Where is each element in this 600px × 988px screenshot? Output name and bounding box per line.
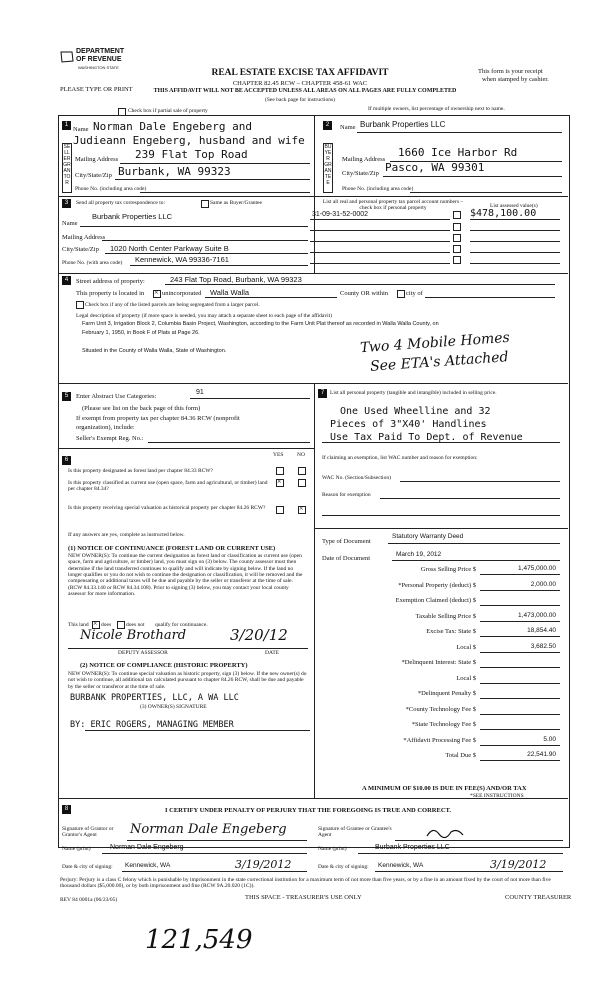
section-4-number: 4 (62, 276, 71, 285)
financial-value[interactable]: 22,541.90 (527, 751, 556, 758)
doc-date-value[interactable]: March 19, 2012 (396, 551, 442, 558)
assessed-value[interactable]: $478,100.00 (470, 208, 537, 219)
see-instructions: *SEE INSTRUCTIONS (470, 793, 524, 799)
located-in-label: This property is located in (76, 290, 145, 297)
street-label: Street address of property: (76, 278, 145, 285)
grantor-name-label: Name (print) (62, 846, 91, 852)
financial-value[interactable]: 5.00 (543, 735, 556, 743)
notice-1-title: (1) NOTICE OF CONTINUANCE (FOREST LAND OR CURRENT USE) (68, 545, 276, 552)
tax-name-label: Name (62, 220, 78, 227)
same-as-buyer-label: Same as Buyer/Grantee (210, 200, 262, 206)
financial-label: *State Technology Fee $ (411, 721, 476, 728)
legal-label: Legal description of property (if more space is needed, you may attach a separate sheet to each page of the affidavit) (76, 313, 332, 319)
financial-label: Taxable Selling Price $ (415, 612, 476, 620)
financial-label: *Affidavit Processing Fee $ (403, 736, 476, 744)
section-8-number: 8 (62, 805, 71, 814)
doc-type-label: Type of Document (322, 538, 371, 545)
does-label: does (101, 622, 112, 628)
financial-label: Exemption Claimed (deduct) $ (395, 597, 476, 604)
financial-label: *County Technology Fee $ (405, 705, 476, 713)
street-address[interactable]: 243 Flat Top Road, Burbank, WA 99323 (170, 275, 302, 284)
seller-city[interactable]: Burbank, WA 99323 (118, 165, 231, 178)
date-label: DATE (265, 650, 280, 656)
unincorporated-checkbox[interactable] (153, 290, 161, 298)
minimum-note: A MINIMUM OF $10.00 IS DUE IN FEE(S) AND/OR TAX (362, 785, 527, 792)
deputy-assessor-label: DEPUTY ASSESSOR (118, 650, 168, 656)
this-land-label: This land (68, 622, 89, 628)
abstract-value[interactable]: 91 (196, 389, 204, 396)
yes-header: YES (273, 452, 284, 458)
tax-name[interactable]: Burbank Properties LLC (92, 212, 173, 221)
treasurer-space: THIS SPACE - TREASURER'S USE ONLY (245, 894, 362, 901)
tax-city[interactable]: 1020 North Center Parkway Suite B (110, 244, 229, 253)
certify-statement: I CERTIFY UNDER PENALTY OF PERJURY THAT THE FOREGOING IS TRUE AND CORRECT. (165, 807, 452, 814)
buyer-mailing-label: Mailing Address (342, 156, 386, 163)
q2-no-checkbox[interactable] (298, 479, 306, 487)
financial-value[interactable]: 1,475,000.00 (518, 565, 556, 572)
financial-label: *Delinquent Interest: State $ (401, 659, 476, 666)
section-5-number: 5 (62, 392, 71, 401)
same-as-buyer-checkbox[interactable] (201, 200, 209, 208)
grantor-name[interactable]: Norman Dale Engeberg (110, 844, 184, 851)
grantor-signature-label: Signature of Grantor or Grantor's Agent (62, 826, 114, 839)
doc-type-value[interactable]: Statutory Warranty Deed (392, 533, 464, 540)
no-header: NO (297, 452, 305, 458)
buyer-city-label: City/State/Zip (342, 170, 379, 177)
seller-mailing[interactable]: 239 Flat Top Road (135, 148, 248, 161)
washington-map-icon (60, 50, 74, 64)
financial-value[interactable]: 2,000.00 (530, 580, 556, 588)
doc-date-label: Date of Document (322, 555, 371, 562)
answers-note: If any answers are yes, complete as instructed below. (68, 532, 185, 538)
assessed-header: List assessed value(s) (490, 203, 538, 209)
grantee-date[interactable]: 3/19/2012 (490, 858, 547, 871)
county-treasurer: COUNTY TREASURER (505, 894, 572, 901)
county-name[interactable]: Walla Walla (210, 288, 250, 297)
q2-yes-checkbox[interactable] (276, 479, 284, 487)
financial-value[interactable]: 18,854.40 (527, 627, 556, 634)
dept-logo (60, 48, 130, 76)
segregated-label: Check box if any of the listed parcels are being segregated from a larger parcel. (85, 302, 260, 308)
personal-property-line-2[interactable]: Pieces of 3"X40' Handlines (330, 419, 487, 430)
form-title: REAL ESTATE EXCISE TAX AFFIDAVIT (211, 68, 389, 78)
grantee-name-label: Name (print) (318, 846, 347, 852)
multiple-owners-note: If multiple owners, list percentage of ownership next to name. (368, 106, 505, 112)
buyer-city[interactable]: Pasco, WA 99301 (385, 161, 485, 174)
situated-line: Situated in the County of Walla Walla, State of Washington. (82, 348, 227, 354)
notice-1-body: NEW OWNER(S): To continue the current designation as forest land or classification as current use (open space, farm and agriculture, or timber) land, you must sign on (3) below. The county assessor must then determine if the land transferred continues to qualify and will indicate by signing below. If the land no longer qualifies or you do not wish to continue the designation or classification, it will be removed and the compensating or additional taxes will be due and payable by the seller or transferor at the time of sale. (RCW 84.33.140 or RCW 84.34.108). Prior to signing (3) below, you may contact your local county assessor for more information. (68, 553, 303, 597)
parcel-personal-checkbox-1[interactable] (453, 211, 461, 219)
question-1: Is this property designated as forest land per chapter 84.33 RCW? (68, 468, 213, 474)
section-2-number: 2 (323, 121, 332, 130)
partial-sale-label: Check box if partial sale of property (128, 108, 208, 114)
notice-2-body: NEW OWNER(S): To continue special valuation as historic property, sign (3) below. If the new owner(s) do not wish to continue, all additional tax calculated pursuant to chapter 84.26 RCW, shall be due and payable by the seller or transferor at the time of sale. (68, 671, 307, 690)
grantor-date-label: Date & city of signing: (62, 864, 113, 870)
financial-label: Total Due $ (445, 752, 476, 759)
q1-no-checkbox[interactable] (298, 467, 306, 475)
section-6-number: 6 (62, 456, 71, 465)
owner-signature-label: (3) OWNER(S) SIGNATURE (140, 704, 207, 710)
financial-label: Excise Tax: State $ (426, 628, 476, 635)
buyer-phone-label: Phone No. (including area code) (342, 186, 414, 192)
tax-corr-label: Send all property tax correspondence to: (76, 200, 166, 206)
financial-label: Local $ (456, 643, 476, 651)
reason-label: Reason for exemption (322, 492, 371, 498)
receipt-note-1: This form is your receipt (478, 68, 543, 75)
seller-name-label: Name (73, 126, 89, 133)
owner-typed-name: BURBANK PROPERTIES, LLC, A WA LLC (70, 693, 239, 703)
seller-city-label: City/State/Zip (75, 172, 112, 179)
section-1-number: 1 (62, 121, 71, 130)
personal-property-line-1[interactable]: One Used Wheelline and 32 (340, 406, 491, 417)
by-line: BY: ERIC ROGERS, MANAGING MEMBER (70, 720, 234, 730)
seller-name-2[interactable]: Judieann Engeberg, husband and wife (73, 134, 305, 147)
parcel-personal-checkbox-3[interactable] (453, 234, 461, 242)
abstract-see-list: (Please see list on the back page of this form) (82, 405, 201, 412)
financial-label: Local $ (456, 674, 476, 682)
personal-property-label: List all personal property (tangible and intangible) included in selling price. (330, 390, 497, 396)
exempt-line-1: If exempt from property tax per chapter 84.36 RCW (nonprofit (76, 415, 240, 422)
receipt-note-2: when stamped by cashier. (482, 76, 549, 83)
grantor-signature: Norman Dale Engeberg (130, 822, 287, 837)
grantee-signature-label: Signature of Grantee or Grantee's Agent (318, 826, 392, 839)
parcel-personal-checkbox-4[interactable] (453, 245, 461, 253)
county-within-label: County OR within (340, 290, 389, 297)
financial-label: *Delinquent Penalty $ (417, 690, 476, 697)
grantee-signature-scribble (425, 826, 465, 840)
q3-no-checkbox[interactable] (298, 506, 306, 514)
qualify-label: qualify for continuance. (155, 622, 208, 628)
buyer-name[interactable]: Burbank Properties LLC (360, 120, 446, 129)
see-back: (See back page for instructions) (265, 97, 335, 103)
city-of-checkbox[interactable] (397, 290, 405, 298)
wac-label: WAC No. (Section/Subsection) (322, 475, 391, 481)
buyer-name-label: Name (340, 124, 356, 131)
parcel-personal-checkbox-2[interactable] (453, 223, 461, 231)
grantor-city[interactable]: Kennewick, WA (125, 862, 171, 869)
section-7-number: 7 (318, 389, 327, 398)
q3-yes-checkbox[interactable] (276, 506, 284, 514)
financial-value[interactable]: 3,682.50 (530, 642, 556, 650)
seller-name[interactable]: Norman Dale Engeberg and (93, 120, 252, 133)
seller-phone-label: Phone No. (including area code) (75, 186, 147, 192)
parcel-personal-checkbox-5[interactable] (453, 256, 461, 264)
notice-2-title: (2) NOTICE OF COMPLIANCE (HISTORIC PROPERTY) (80, 662, 248, 669)
grantee-name[interactable]: Burbank Properties LLC (375, 844, 450, 851)
tax-mailing-label: Mailing Address (62, 234, 106, 241)
legal-line-2: February 1, 1950, in Book F of Plats at Page 26. (82, 330, 200, 336)
city-of-label: city of (406, 290, 423, 297)
dept-line3: WASHINGTON STATE (78, 65, 119, 70)
buyer-tag: BUYER GRANTEE (323, 143, 333, 193)
question-2: Is this property classified as current use (open space, farm and agricultural, or timber) land per chapter 84.34? (68, 480, 268, 493)
legal-line-1: Farm Unit 3, Irrigation Block 2, Columbia Basin Project, Washington, according to the Farm Unit Plat thereof as recorded in Walla Walla County, on (82, 321, 439, 327)
financial-value[interactable]: 1,473,000.00 (518, 611, 556, 619)
tax-city-label: City/State/Zip (62, 246, 99, 253)
assessor-date: 3/20/12 (230, 626, 288, 644)
handwritten-note-2: See ETA's Attached (369, 349, 509, 375)
grantee-date-label: Date & city of signing: (318, 864, 369, 870)
grantor-date[interactable]: 3/19/2012 (235, 858, 292, 871)
segregated-checkbox[interactable] (76, 301, 84, 309)
grantee-city[interactable]: Kennewick, WA (378, 862, 424, 869)
buyer-mailing[interactable]: 1660 Ice Harbor Rd (398, 146, 518, 159)
does-not-label: does not (126, 622, 145, 628)
tax-phone[interactable]: Kennewick, WA 99336-7161 (135, 255, 229, 264)
tax-phone-label: Phone No. (with area code) (62, 260, 123, 266)
personal-property-line-3[interactable]: Use Tax Paid To Dept. of Revenue (330, 432, 523, 443)
seller-mailing-label: Mailing Address (75, 156, 119, 163)
claiming-exemption-label: If claiming an exemption, list WAC number and reason for exemption: (322, 455, 478, 461)
rev-number: REV 84 0001a (06/23/05) (60, 897, 118, 903)
dept-line2: OF REVENUE (76, 56, 122, 63)
parcels-header: List all real and personal property tax parcel account numbers – check box if personal property (322, 199, 464, 212)
question-3: Is this property receiving special valuation as historical property per chapter 84.26 RCW? (68, 505, 266, 511)
financial-label: *Personal Property (deduct) $ (398, 581, 476, 589)
please-type: PLEASE TYPE OR PRINT (60, 86, 133, 93)
sellers-exempt-label: Seller's Exempt Reg. No.: (76, 435, 144, 442)
unincorporated-label: unincorporated (162, 290, 202, 297)
dept-line1: DEPARTMENT (76, 48, 125, 55)
handwritten-note-1: Two 4 Mobile Homes (359, 329, 511, 357)
assessor-signature: Nicole Brothard (80, 628, 187, 643)
form-chapter: CHAPTER 82.45 RCW – CHAPTER 458-61 WAC (232, 80, 368, 87)
q1-yes-checkbox[interactable] (276, 467, 284, 475)
parcel-number[interactable]: 31-09-31-52-0002 (312, 211, 369, 218)
perjury-statement: Perjury: Perjury is a class C felony which is punishable by imprisonment in the state correctional institution for a maximum term of not more than five years, or by a fine in an amount fixed by the court of not more than five thousand dollars ($5,000.00), or by both imprisonment and fine (RCW 9A.20.020 (1C)). (60, 877, 551, 890)
handwritten-number: 121,549 (145, 925, 253, 955)
financial-label: Gross Selling Price $ (420, 566, 476, 573)
abstract-label: Enter Abstract Use Categories: (76, 393, 157, 400)
seller-tag: SELLER GRANTOR (62, 143, 72, 193)
exempt-line-2: organization), include: (76, 424, 135, 431)
form-warning: THIS AFFIDAVIT WILL NOT BE ACCEPTED UNLESS ALL AREAS ON ALL PAGES ARE FULLY COMPLETED (153, 88, 457, 94)
section-3-number: 3 (62, 199, 71, 208)
